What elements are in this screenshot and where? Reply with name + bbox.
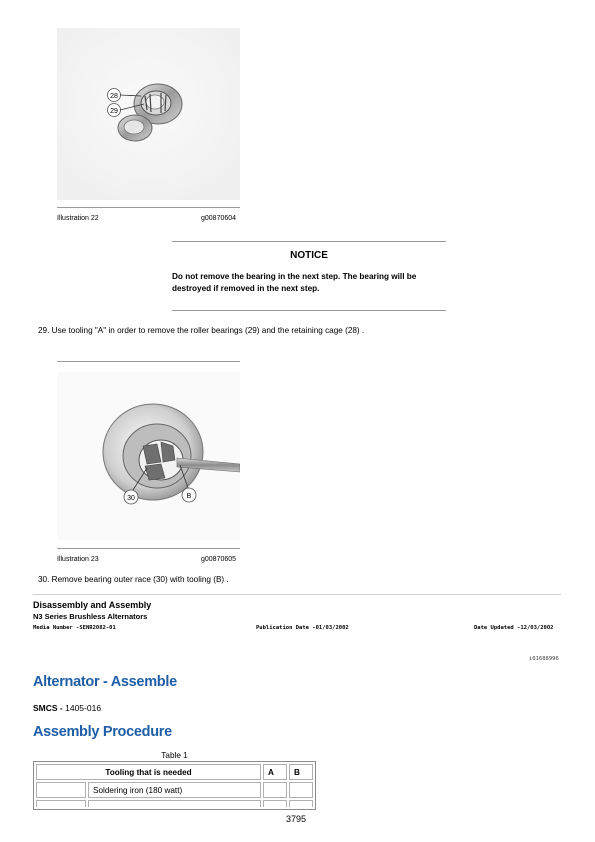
header-a: A (263, 764, 287, 780)
illustration-23-top-rule (57, 361, 240, 362)
document-subtitle: N3 Series Brushless Alternators (33, 612, 148, 621)
heading-alternator-assemble: Alternator - Assemble (33, 674, 177, 690)
table-cell-description: Soldering iron (180 watt) (88, 782, 261, 798)
illustration-22-code: g00870604 (201, 215, 237, 222)
document-title: Disassembly and Assembly (33, 600, 152, 610)
illustration-22-image (57, 28, 240, 200)
document-id: i01688996 (529, 656, 559, 662)
tooling-table (33, 761, 316, 810)
page-number: 3795 (286, 814, 307, 824)
illustration-23-divider (57, 548, 240, 549)
notice-title: NOTICE (290, 250, 328, 261)
table-cell-part-number (36, 782, 86, 798)
publication-date: Publication Date -01/03/2002 (256, 625, 349, 631)
smcs-label: SMCS - (33, 703, 66, 713)
table-cell-a (263, 782, 287, 798)
footer-rule (33, 594, 561, 595)
header-tooling: Tooling that is needed (36, 764, 261, 780)
illustration-22-divider (57, 207, 240, 208)
smcs-line (33, 703, 101, 713)
table-cell-b (289, 782, 313, 798)
notice-top-rule (172, 241, 446, 242)
heading-assembly-procedure: Assembly Procedure (33, 724, 172, 740)
table-row-partial (36, 800, 313, 807)
callout-28: 28 (110, 93, 118, 100)
header-b: B (289, 764, 313, 780)
outer-race-removal-illustration (57, 372, 240, 540)
illustration-23-label: Illustration 23 (57, 556, 99, 563)
table-row (36, 782, 313, 798)
step-29: 29. Use tooling "A" in order to remove the roller bearings (29) and the retaining cage (28) . (38, 326, 365, 335)
notice-bottom-rule (172, 310, 446, 311)
callout-29: 29 (110, 108, 118, 115)
media-number: Media Number -SENR2082-01 (33, 625, 116, 631)
step-30: 30. Remove bearing outer race (30) with tooling (B) . (38, 575, 229, 584)
illustration-22-label: Illustration 22 (57, 215, 99, 222)
illustration-23-image (57, 372, 240, 540)
callout-B: B (186, 493, 192, 500)
smcs-value: 1405-016 (65, 703, 102, 713)
notice-text: Do not remove the bearing in the next step. The bearing will be destroyed if removed in the next step. (172, 272, 417, 293)
bearing-illustration (57, 28, 240, 200)
table-caption: Table 1 (161, 751, 188, 760)
date-updated: Date Updated -12/03/2002 (474, 625, 554, 631)
callout-30: 30 (127, 495, 135, 502)
illustration-23-code: g00870605 (201, 556, 237, 563)
table-header-row (36, 764, 313, 780)
